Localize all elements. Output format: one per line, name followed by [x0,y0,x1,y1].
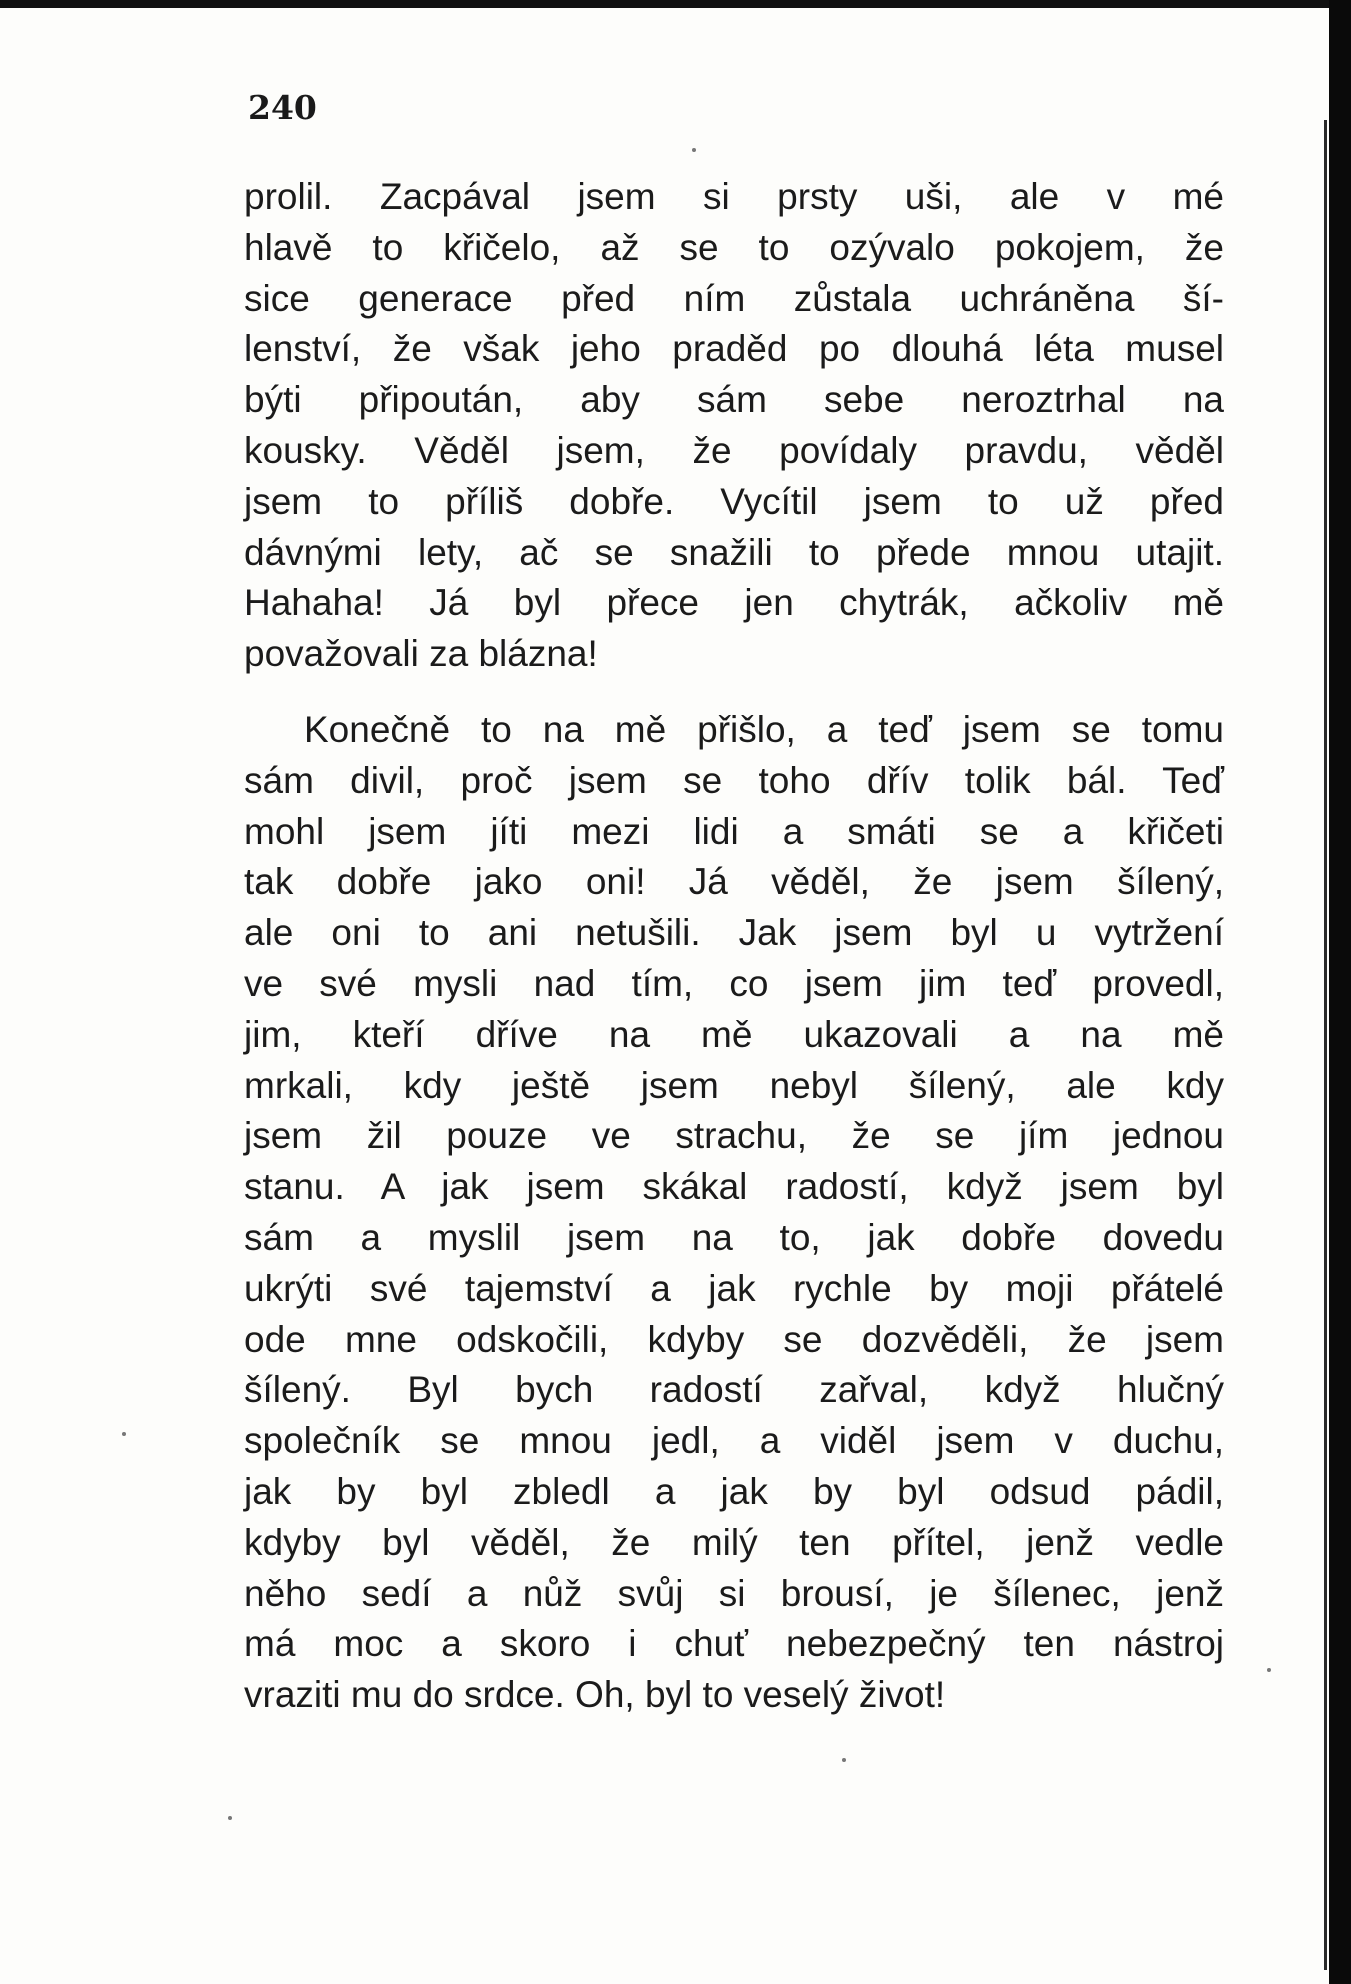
text-line: býti připoután, aby sám sebe neroztrhal na [244,379,1224,421]
text-line: Hahaha! Já byl přece jen chytrák, ačkoliv mě [244,582,1224,624]
text-line: jsem žil pouze ve strachu, že se jím jednou [244,1115,1224,1157]
text-line: sice generace před ním zůstala uchráněna ší- [244,277,1224,319]
text-line: jak by byl zbledl a jak by byl odsud pádil, [244,1470,1224,1512]
text-line: má moc a skoro i chuť nebezpečný ten nástroj [244,1623,1224,1665]
paragraph-1 [244,172,1224,680]
text-line: ode mne odskočili, kdyby se dozvěděli, že jsem [244,1318,1224,1360]
text-line: považovali za blázna! [244,633,598,675]
text-line: něho sedí a nůž svůj si brousí, je šílenec, jenž [244,1572,1224,1614]
text-line: ve své mysli nad tím, co jsem jim teď provedl, [244,962,1224,1004]
text-line: sám divil, proč jsem se toho dřív tolik bál. Teď [244,759,1224,801]
scan-gutter-line [1324,120,1327,1970]
text-line: kousky. Věděl jsem, že povídaly pravdu, věděl [244,429,1224,471]
text-line: společník se mnou jedl, a viděl jsem v duchu, [244,1420,1224,1462]
page-number: 240 [248,88,317,127]
scan-speck [842,1758,846,1762]
scan-right-edge [1329,0,1351,1984]
text-line: kdyby byl věděl, že milý ten přítel, jenž vedle [244,1521,1224,1563]
scan-speck [1267,1668,1271,1672]
paragraph-2 [244,705,1224,1721]
scan-top-edge [0,0,1351,8]
text-line: ale oni to ani netušili. Jak jsem byl u vytržení [244,912,1224,954]
scan-speck [228,1816,232,1820]
text-line: tak dobře jako oni! Já věděl, že jsem šílený, [244,861,1224,903]
text-line: dávnými lety, ač se snažili to přede mnou utajit. [244,531,1224,573]
text-line: lenství, že však jeho praděd po dlouhá léta musel [244,328,1224,370]
text-line: jsem to příliš dobře. Vycítil jsem to už před [244,480,1224,522]
scan-speck [122,1432,126,1436]
text-line: Konečně to na mě přišlo, a teď jsem se tomu [304,708,1224,750]
text-line: sám a myslil jsem na to, jak dobře dovedu [244,1216,1224,1258]
text-line: jim, kteří dříve na mě ukazovali a na mě [244,1013,1224,1055]
text-line: stanu. A jak jsem skákal radostí, když jsem byl [244,1166,1224,1208]
body-text [244,172,1224,1721]
text-line: ukrýti své tajemství a jak rychle by moji přátelé [244,1267,1224,1309]
text-line: hlavě to křičelo, až se to ozývalo pokojem, že [244,226,1224,268]
text-line: vraziti mu do srdce. Oh, byl to veselý život! [244,1674,946,1716]
text-line: mohl jsem jíti mezi lidi a smáti se a křičeti [244,810,1224,852]
text-line: šílený. Byl bych radostí zařval, když hlučný [244,1369,1224,1411]
text-line: mrkali, kdy ještě jsem nebyl šílený, ale kdy [244,1064,1224,1106]
text-line: prolil. Zacpával jsem si prsty uši, ale v mé [244,176,1224,217]
scan-speck [692,148,696,152]
